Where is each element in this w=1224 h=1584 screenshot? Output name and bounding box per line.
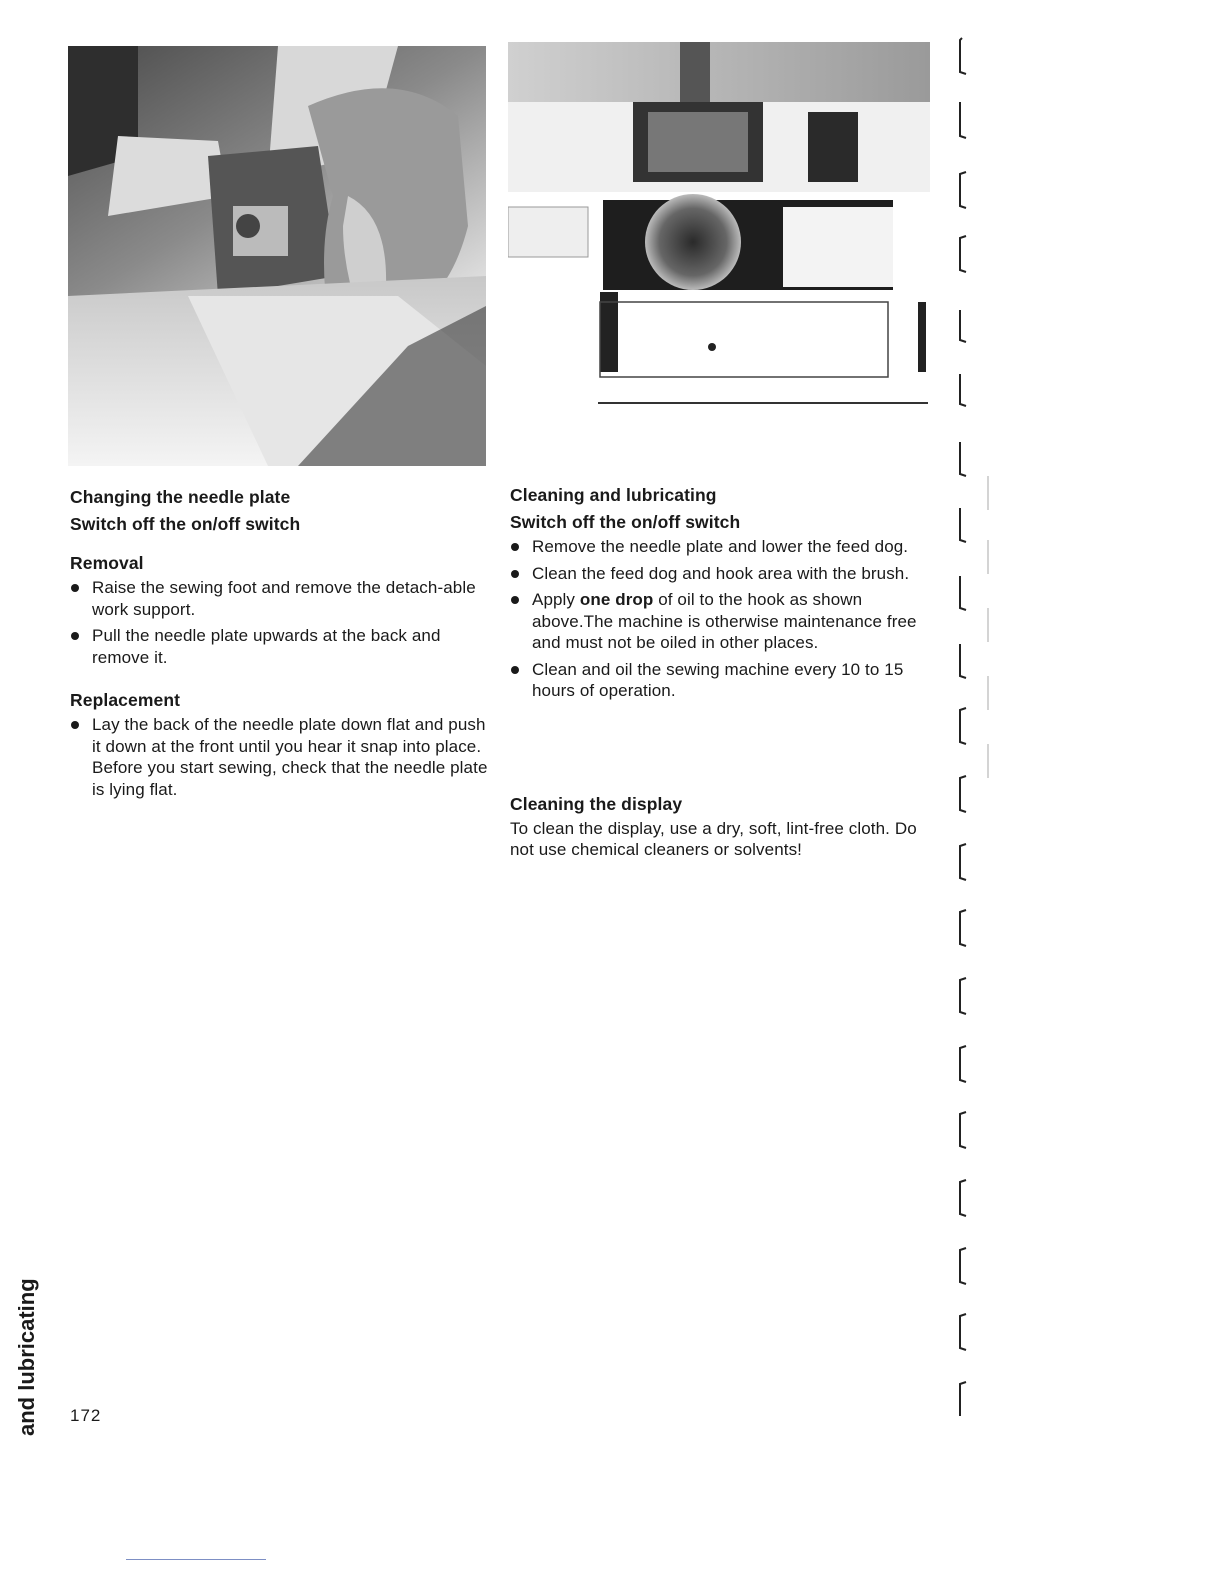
section-changing-needle-plate <box>70 484 490 805</box>
oil-prefix: Apply <box>532 590 580 609</box>
cleaning-item-oil <box>510 589 940 654</box>
binding-tab-marks <box>950 30 995 1430</box>
section-cleaning-lubricating <box>510 482 940 861</box>
page-number: 172 <box>70 1406 102 1425</box>
cleaning-item: Clean and oil the sewing machine every 10 to 15 hours of operation. <box>510 659 940 702</box>
section-subtitle-switch-off: Switch off the on/off switch <box>70 514 301 534</box>
replacement-item <box>70 714 490 800</box>
photo-hook-area <box>508 42 930 410</box>
cleaning-list <box>510 536 940 702</box>
oil-suffix: of oil to the hook as shown above.The machine is otherwise maintenance free and must not be oiled in other places. <box>532 590 917 652</box>
cleaning-item: Clean the feed dog and hook area with the brush. <box>510 563 940 585</box>
replacement-step: Lay the back of the needle plate down flat and push it down at the front until you hear it snap into place. <box>92 715 486 756</box>
side-chapter-title: and lubricating <box>14 1278 39 1436</box>
removal-item: Pull the needle plate upwards at the back and remove it. <box>70 625 490 668</box>
section-subtitle-switch-off-right: Switch off the on/off switch <box>510 512 741 532</box>
replacement-list <box>70 714 490 800</box>
section-title-needle-plate: Changing the needle plate <box>70 487 291 507</box>
heading-cleaning-display: Cleaning the display <box>510 793 683 814</box>
heading-replacement: Replacement <box>70 690 181 710</box>
display-text: To clean the display, use a dry, soft, lint-free cloth. Do not use chemical cleaners or solvents! <box>510 818 917 859</box>
removal-list <box>70 577 490 668</box>
image-divider <box>598 402 928 404</box>
replacement-note: Before you start sewing, check that the needle plate is lying flat. <box>92 758 488 799</box>
photo-needle-plate-removal <box>68 46 486 466</box>
section-title-cleaning: Cleaning and lubricating <box>510 485 717 505</box>
oil-emphasis: one drop <box>579 590 654 609</box>
cleaning-item: Remove the needle plate and lower the feed dog. <box>510 536 940 558</box>
heading-removal: Removal <box>70 553 144 573</box>
removal-item: Raise the sewing foot and remove the detach-able work support. <box>70 577 490 620</box>
footer-rule <box>126 1559 266 1560</box>
